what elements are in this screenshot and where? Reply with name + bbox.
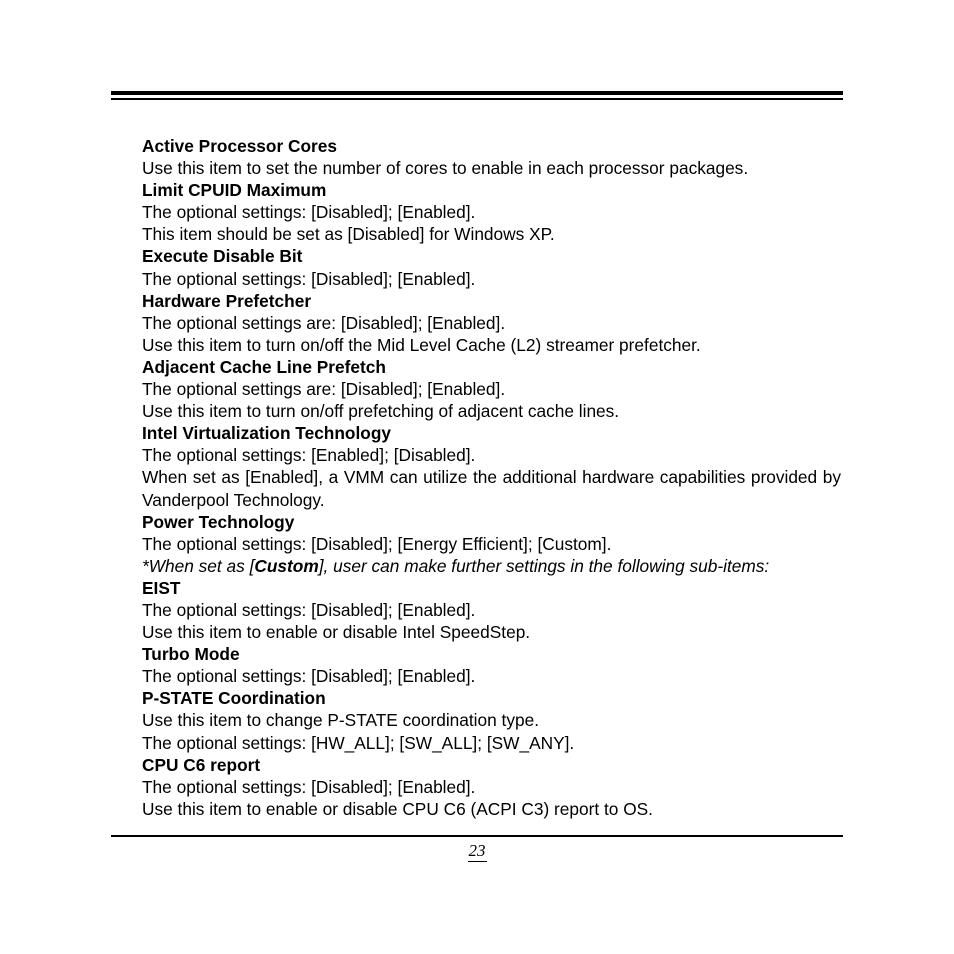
custom-note-prefix: *When set as [ [142, 555, 255, 576]
footer-rule [111, 835, 843, 837]
description-line: Use this item to turn on/off prefetching of adjacent cache lines. [142, 401, 620, 422]
description-line: The optional settings are: [Disabled]; [Enabled]. [142, 379, 506, 400]
section-heading: Execute Disable Bit [142, 246, 303, 267]
section-heading: P-STATE Coordination [142, 688, 326, 709]
description-line: Use this item to turn on/off the Mid Level Cache (L2) streamer prefetcher. [142, 334, 701, 355]
section-heading: Active Processor Cores [142, 136, 337, 156]
description-line: Use this item to set the number of cores to enable in each processor packages. [142, 158, 749, 179]
section-heading: Adjacent Cache Line Prefetch [142, 356, 386, 377]
section-heading: Power Technology [142, 511, 295, 532]
custom-note-suffix: ], user can make further settings in the following sub-items: [318, 555, 770, 576]
custom-note [142, 555, 841, 577]
description-paragraph: When set as [Enabled], a VMM can utilize the additional hardware capabilities provided by Vanderpool Technology. [142, 467, 841, 510]
page-number-text: 23 [468, 841, 486, 860]
section-heading: Turbo Mode [142, 644, 240, 665]
description-line: The optional settings: [Enabled]; [Disabled]. [142, 445, 476, 466]
description-line: The optional settings: [Disabled]; [Enabled]. [142, 599, 476, 620]
section-heading: Hardware Prefetcher [142, 290, 312, 311]
description-line: The optional settings: [Disabled]; [Enabled]. [142, 666, 476, 687]
description-line: Use this item to enable or disable CPU C6 (ACPI C3) report to OS. [142, 798, 653, 819]
description-line: The optional settings: [Disabled]; [Enabled]. [142, 776, 476, 797]
manual-content [142, 135, 841, 820]
description-line: The optional settings: [Disabled]; [Energy Efficient]; [Custom]. [142, 533, 612, 554]
section-heading: Limit CPUID Maximum [142, 180, 327, 201]
header-rule-thin [111, 98, 843, 100]
section-heading: Intel Virtualization Technology [142, 423, 391, 444]
description-line: This item should be set as [Disabled] for Windows XP. [142, 224, 555, 245]
description-line: The optional settings: [Disabled]; [Enabled]. [142, 268, 476, 289]
custom-note-bold: Custom [254, 555, 319, 576]
page-number [0, 841, 954, 862]
header-rule-thick [111, 91, 843, 95]
description-line: Use this item to enable or disable Intel SpeedStep. [142, 622, 531, 643]
description-line: The optional settings: [HW_ALL]; [SW_ALL]; [SW_ANY]. [142, 732, 575, 753]
description-line: The optional settings are: [Disabled]; [Enabled]. [142, 312, 506, 333]
section-heading: EIST [142, 577, 181, 598]
section-heading: CPU C6 report [142, 754, 261, 775]
description-line: The optional settings: [Disabled]; [Enabled]. [142, 202, 476, 223]
description-line: Use this item to change P-STATE coordination type. [142, 710, 540, 731]
